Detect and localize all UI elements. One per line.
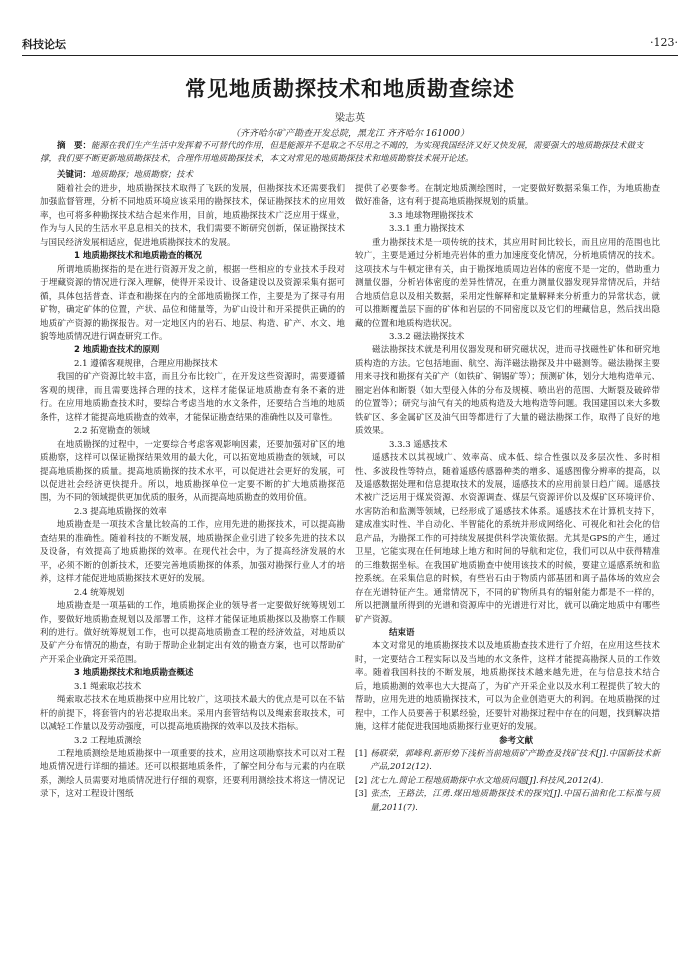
paragraph: 重力勘探技术是一项传统的技术，其应用时间比较长，而且应用的范围也比较广，主要是通过分析地壳岩体的重力加速度变化情况，分析地质情况的技术。这项技术与牛顿定律有关，由于勘探地质周边岩体的密度不是一定的，借助重力测量仪器，分析岩体密度的差异性情况，在重力测量仪器发现异常情况后，并结合地质信息以及相关数据，采用定性解释和定量解释来分析重力的异常状态，就可以推断覆盖层下面的矿体和岩层的不同密度以及它们的埋藏信息，然后找出隐藏的位置和地质构造状况。: [355, 237, 660, 329]
paragraph: 工程地质测绘是地质勘探中一项重要的技术，应用这项勘察技术可以对工程地质情况进行详细的描述。还可以根据地质条件，了解空间分布与元素的内在联系，测绘人员需要对地质情况进行仔细的观察，还要利用测绘技术将这一情况记录下，这对工程设计图纸: [40, 749, 345, 800]
subsection-heading: 2.3 提高地质勘探的效率: [74, 506, 167, 517]
right-column: [355, 183, 660, 815]
keywords-label: 关键词：: [57, 170, 92, 180]
subsection-heading: 3.3 地球物理勘探技术: [389, 210, 474, 221]
article-title: 常见地质勘探技术和地质勘查综述: [185, 76, 515, 101]
section-heading: 2 地质勘查技术的原则: [74, 345, 160, 356]
subsection-heading: 2.1 遵循客观规律，合理应用勘探技术: [74, 358, 218, 369]
abstract-label: 摘 要：: [57, 141, 92, 151]
abstract-text: 能源在我们生产生活中发挥着不可替代的作用，但是能源并不是取之不尽用之不竭的，为实现我国经济又好又快发展，需要强大的地质勘探技术做支撑，我们要不断更新地质勘探技术，合理作用地质勘探技术，本文对常见的地质勘探技术和地质勘察技术展开论述。: [40, 141, 644, 164]
reference-number: [3]: [355, 789, 368, 800]
keywords: [40, 169, 660, 182]
paragraph: 地质勘查是一项基础的工作，地质勘探企业的领导者一定要做好统筹规划工作，要做好地质勘查规划以及部署工作，这样才能保证地质勘探以及勘察工作顺利的进行。做好统筹规划工作，也可以提高地质勘查工程的经济效益，对地质以及矿产分布情况的勘查，有助于帮助企业制定出有效的勘查方案，也可以帮助矿产开采企业确定开采范围。: [40, 601, 345, 665]
paragraph: 地质勘查是一项技术含量比较高的工作，应用先进的勘探技术，可以提高勘查结果的准确性。随着科技的不断发展，地质勘探企业引进了较多先进的技术以及设备，有效提高了地质勘探的效率。在现代社会中，为了提高经济发展的水平，必须不断的创新技术，还要完善地质勘探的体系，加强对勘探行业人才的培养，这样才能促进地质勘探技术更好的发展。: [40, 520, 345, 585]
paragraph: 随着社会的进步，地质勘探技术取得了飞跃的发展，但勘探技术还需要我们加强监督管理，分析不同地质环境应该采用的勘探技术，保证勘探技术的应用效率，也可将多种勘探技术结合起来作用，目前，地质勘探技术广泛应用于煤业，作为与人民的生活水平息息相关的技术，我们需要不断研究创新，保证勘探技术与国民经济发展相适应，促进地质勘探技术的发展。: [40, 184, 345, 248]
paragraph: 所谓地质勘探指的是在进行资源开发之前，根据一些相应的专业技术手段对于埋藏资源的情况进行深入理解，使得开采设计、设备建设以及资源采集有据可循，具体包括普查、详查和勘探在内的全部地质勘探工作，主要是为了探寻有用矿物，确定矿体的位置，产状、品位和储量等，为矿山设计和开采提供正确的的地质矿产资源的勘探报告。对一定地区内的岩石、地层、构造、矿产、水文、地貌等地质情况进行调查研究工作。: [40, 264, 345, 342]
subsection-heading: 3.3.3 遥感技术: [389, 439, 448, 450]
paragraph: 遥感技术以其视域广、效率高、成本低、综合性强以及多层次性、多时相性、多波段性等特点，随着遥感传感器种类的增多、遥感图像分辨率的提高，以及遥感数据处理和信息提取技术的发展，遥感技术的应用前景日趋广阔。遥感技术被广泛运用于煤炭资源、水资源调查、煤层气资源评价以及煤矿区环境评价、水害防治和监测等领域，已经形成了遥感技术体系。遥感技术在计算机支持下，建成准实时性、半自动化、半智能化的系统并形成网络化、可视化和社会化的信息产品，为勘探工作的可持续发展提供科学决策依据。尤其是GPS的产生，通过卫星，它能实现在任何地球上地方和时间的导航和定位，我们可以从中获得精准的三维数据坐标。在我国矿地质勘查中使用该技术的时候，要建立遥感系统和监控系统。在采集信息的时候，有些岩石由于物质内部基团和离子晶体场的效应会存在光谱特征产生。通常情况下，不同的矿物所具有的辐射能力都是不一样的，所以把测量所得到的光谱和资源库中的光谱进行对比，就可以确定地质中有哪些矿产资源。: [355, 453, 660, 625]
section-heading: 结束语: [389, 627, 415, 638]
subsection-heading: 2.4 统筹规划: [74, 587, 125, 598]
section-heading: 1 地质勘探技术和地质勘查的概况: [74, 251, 202, 262]
header-rule: [22, 55, 678, 56]
reference-number: [1]: [355, 749, 368, 760]
reference-item: [355, 748, 660, 775]
subsection-heading: 3.3.2 磁法勘探技术: [389, 331, 465, 342]
paragraph: 我国的矿产资源比较丰富，而且分布比较广，在开发这些资源时，需要遵循客观的规律，而且需要选择合理的技术，这样才能保证地质勘查有条不紊的进行。在应用地质勘查技术时，要综合考虑当地的水文条件，还要结合当地的地质条件，这样才能提高地质勘查的效率，才能保证勘查结果的准确性以及可靠性。: [40, 372, 345, 423]
journal-section: 科技论坛: [22, 38, 66, 51]
reference-number: [2]: [355, 775, 368, 786]
paragraph: 磁法勘探技术就是利用仪器发现和研究磁状况，进而寻找磁性矿体和研究地质构造的方法。它包括地面、航空、海洋磁法勘探及井中磁测等。磁法勘探主要用来寻找和勘探有关矿产（如铁矿、铜锡矿等）；预测矿体，划分大地构造单元、圈定岩体和断裂（如大型侵入体的分布及规模、喷出岩的范围、大断裂及破碎带的位置等）；研究与油气有关的地质构造及大地构造等问题。我国建国以来大多数铁矿区、多金属矿区及油气田等都进行了大量的磁法勘探工作，取得了良好的地质效果。: [355, 345, 660, 437]
subsection-heading: 3.3.1 重力勘探技术: [389, 224, 465, 235]
keywords-text: 地质勘探；地质勘察；技术: [91, 170, 194, 180]
references-heading: 参考文献: [498, 735, 533, 746]
paragraph: 绳索取芯技术在地质勘探中应用比较广，这项技术最大的优点是可以在不钻杆的前提下，将套管内的岩芯提取出来。采用内套管结构以及绳索套取技术，可以减轻工作量以及劳动强度，可以提高地质勘探的效率以及技术指标。: [40, 695, 345, 733]
subsection-heading: 3.2 工程地质测绘: [74, 735, 142, 746]
reference-text: 沈七九.简论工程地质勘探中水文地质问题[J].科技风,2012(4).: [370, 775, 604, 786]
paragraph: 本文对常见的地质勘探技术以及地质勘查技术进行了介绍，在应用这些技术时，一定要结合工程实际以及当地的水文条件，这样才能提高勘探人员的工作效率。随着我国科技的不断发展，地质勘探技术越来越先进，在与信息技术结合后，地质勘测的效率也大大提高了，为矿产开采企业以及水利工程提供了较大的帮助，应用先进的地质勘探技术，可以为企业创造更大的利润。在地质勘探的过程中，工作人员要善于积累经验，还要针对勘探过程中存在的问题，找到解决措施，这样才能促进我国地质勘探行业更好的发展。: [355, 641, 660, 733]
subsection-heading: 2.2 拓宽勘查的领域: [74, 426, 150, 437]
reference-text: 杨联荣，郭峰利.新形势下浅析当前地质矿产勘查及找矿技术[J].中国新技术新产品,2012(12).: [370, 749, 660, 773]
abstract: [40, 140, 660, 166]
reference-item: [355, 788, 660, 815]
page-number: ·123·: [650, 36, 678, 49]
section-heading: 3 地质勘探技术和地质勘查概述: [74, 668, 194, 679]
paragraph: 在地质勘探的过程中，一定要综合考虑客观影响因素，还要加强对矿区的地质勘察，这样可以保证勘探结果效用的最大化，可以拓宽地质勘查的领域，可以提高地质勘探的质量。提高地质勘探的技术水平，可以促进社会更好的发展，可以促进社会经济更快提升。所以，地质勘探单位一定要不断的扩大地质勘探范围，为不同的领域提供更加优质的服务，从而提高地质勘查的效用价值。: [40, 439, 345, 504]
affiliation: （齐齐哈尔矿产勘查开发总院，黑龙江 齐齐哈尔 161000）: [230, 129, 470, 139]
author: 梁志英: [335, 113, 365, 124]
left-column: [40, 183, 345, 802]
paragraph: 提供了必要参考。在制定地质测绘图时，一定要做好数据采集工作，为地质勘查做好准备，这有利于提高地质勘探规划的质量。: [355, 184, 660, 208]
reference-text: 张杰，王路法，江勇.煤田地质勘探技术的探究[J].中国石油和化工标准与质量,2011(7).: [370, 789, 660, 813]
running-header: [22, 36, 678, 54]
reference-item: [355, 775, 660, 788]
subsection-heading: 3.1 绳索取芯技术: [74, 681, 142, 692]
